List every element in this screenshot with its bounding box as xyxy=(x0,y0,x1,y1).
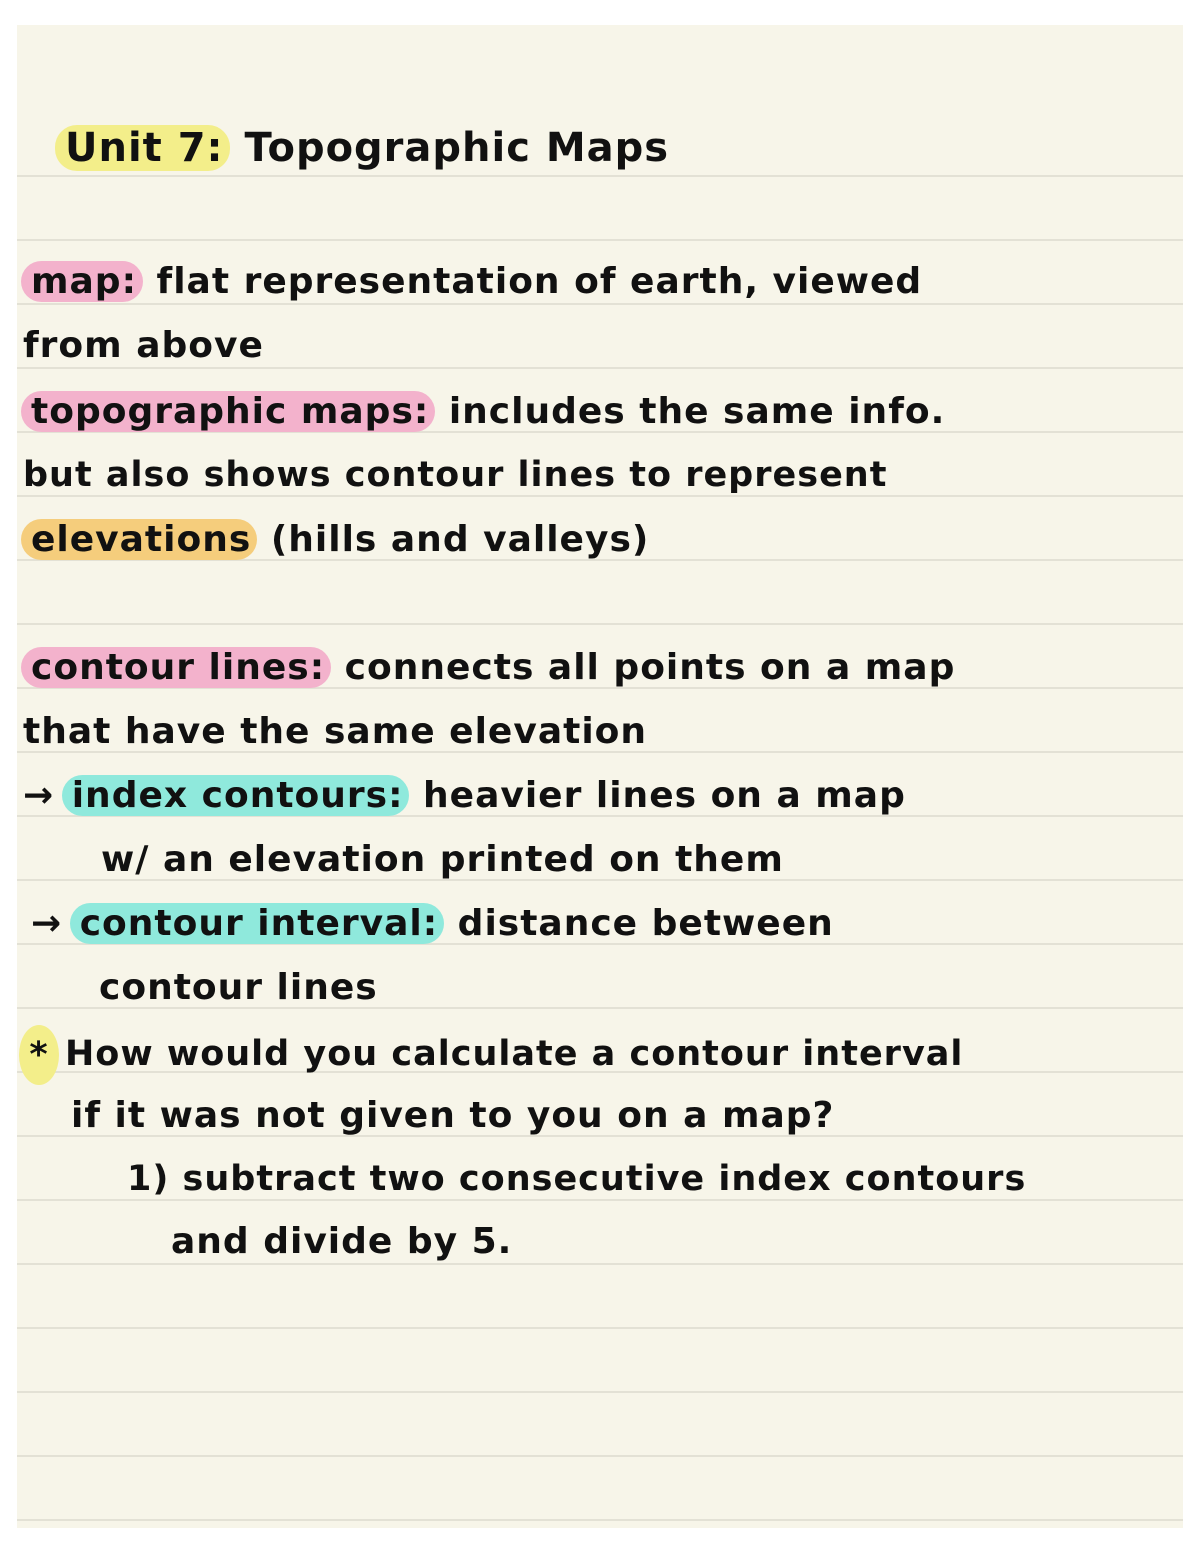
answer-line2: and divide by 5. xyxy=(171,1221,513,1262)
arrow-icon: → xyxy=(31,903,63,944)
answer-line1: 1) subtract two consecutive index contours xyxy=(127,1159,1027,1199)
contour-lines-line1 xyxy=(31,647,955,688)
ruled-line xyxy=(17,1263,1183,1265)
ruled-line xyxy=(17,1391,1183,1393)
contour-interval-line2: contour lines xyxy=(99,967,378,1008)
topographic-maps-line2: but also shows contour lines to represent xyxy=(23,455,888,495)
question-line2: if it was not given to you on a map? xyxy=(71,1095,835,1136)
ruled-line xyxy=(17,1199,1183,1201)
contour-interval-line1 xyxy=(31,903,834,944)
ruled-line xyxy=(17,1519,1183,1521)
ruled-line xyxy=(17,1455,1183,1457)
contour-lines-line2: that have the same elevation xyxy=(23,711,648,752)
term-map: map: xyxy=(21,261,143,302)
topographic-maps-text: includes the same info. xyxy=(448,391,946,432)
question-line1 xyxy=(19,1025,963,1085)
map-definition-line1 xyxy=(31,261,922,302)
ruled-line xyxy=(17,239,1183,241)
map-definition-text: flat representation of earth, viewed xyxy=(156,261,923,302)
ruled-line xyxy=(17,175,1183,177)
ruled-line xyxy=(17,303,1183,305)
ruled-line xyxy=(17,623,1183,625)
star-icon: * xyxy=(19,1025,59,1085)
notebook-page xyxy=(17,25,1183,1528)
topographic-maps-line1 xyxy=(31,391,945,432)
ruled-line xyxy=(17,367,1183,369)
term-topographic-maps: topographic maps: xyxy=(21,391,435,432)
index-contours-line1 xyxy=(23,775,906,816)
arrow-icon: → xyxy=(23,775,55,816)
term-contour-interval: contour interval: xyxy=(70,903,444,944)
title-topic: Topographic Maps xyxy=(244,125,670,171)
elevations-note: (hills and valleys) xyxy=(270,519,650,560)
contour-lines-text: connects all points on a map xyxy=(344,647,956,688)
ruled-line xyxy=(17,1327,1183,1329)
term-elevations: elevations xyxy=(21,519,257,560)
unit-label: Unit 7: xyxy=(55,125,230,171)
contour-interval-text: distance between xyxy=(457,903,834,944)
page-title xyxy=(65,125,669,171)
index-contours-line2: w/ an elevation printed on them xyxy=(101,839,784,880)
map-definition-line2: from above xyxy=(23,325,264,366)
term-index-contours: index contours: xyxy=(62,775,410,816)
term-contour-lines: contour lines: xyxy=(21,647,331,688)
topographic-maps-line3 xyxy=(31,519,649,560)
ruled-line xyxy=(17,495,1183,497)
index-contours-text: heavier lines on a map xyxy=(423,775,906,816)
question-text: How would you calculate a contour interval xyxy=(65,1034,964,1074)
